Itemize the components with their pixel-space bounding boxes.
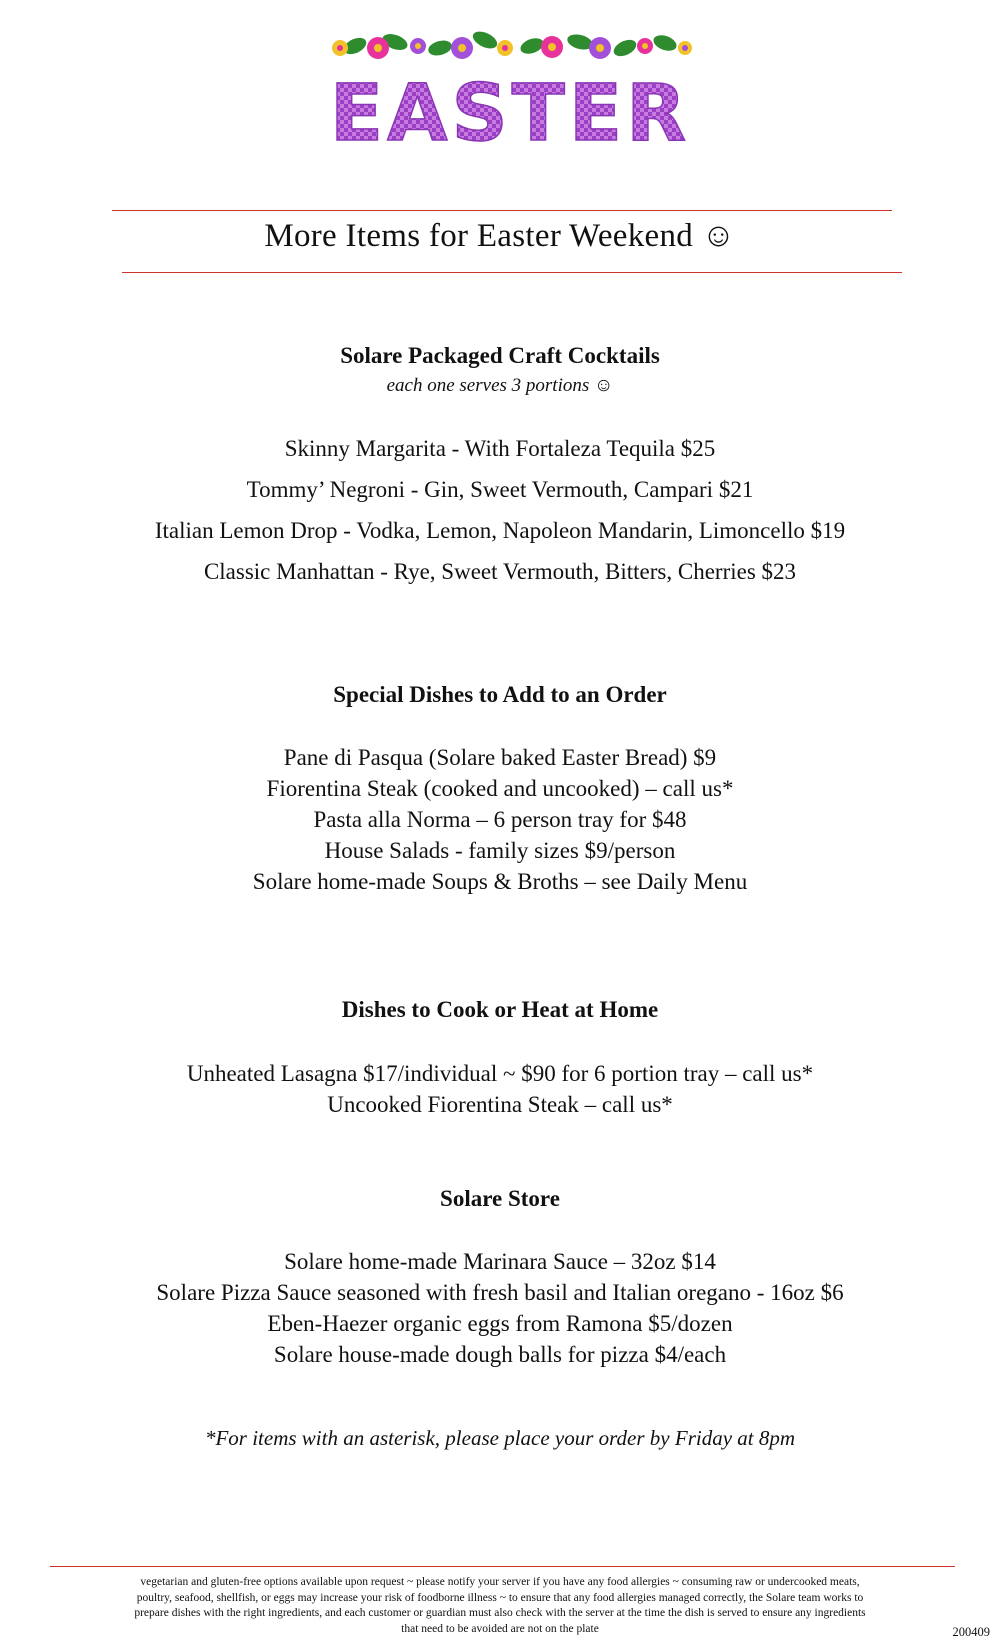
easter-wordmark: EASTER — [329, 69, 691, 158]
top-rule — [112, 210, 892, 211]
section-title-special-dishes: Special Dishes to Add to an Order — [333, 682, 667, 707]
list-item: Fiorentina Steak (cooked and uncooked) – call us* — [266, 776, 734, 801]
store-list — [0, 1246, 1000, 1370]
disclaimer-line: vegetarian and gluten-free options available upon request ~ please notify your server if you have any food allergies ~ consuming raw or undercooked meats, — [140, 1576, 860, 1588]
list-item: Eben-Haezer organic eggs from Ramona $5/dozen — [267, 1311, 733, 1336]
list-item: Unheated Lasagna $17/individual ~ $90 for 6 portion tray – call us* — [186, 1061, 814, 1086]
allergy-disclaimer — [60, 1575, 940, 1637]
headline-underline — [122, 272, 902, 273]
list-item: Solare home-made Marinara Sauce – 32oz $14 — [284, 1249, 716, 1274]
easter-logo — [300, 28, 720, 158]
section-subtitle-cocktails: each one serves 3 portions ☺ — [386, 375, 614, 396]
list-item: Classic Manhattan - Rye, Sweet Vermouth, Bitters, Cherries $23 — [203, 559, 797, 584]
special-dishes-list — [0, 742, 1000, 897]
footer-rule — [50, 1566, 955, 1567]
section-title-store: Solare Store — [440, 1186, 560, 1211]
flower-garland — [332, 28, 692, 59]
list-item: Solare home-made Soups & Broths – see Daily Menu — [252, 869, 748, 894]
menu-code: 200409 — [952, 1625, 990, 1639]
list-item: Solare Pizza Sauce seasoned with fresh basil and Italian oregano - 16oz $6 — [156, 1280, 844, 1305]
cook-at-home-list — [0, 1058, 1000, 1120]
list-item: Pasta alla Norma – 6 person tray for $48 — [313, 807, 687, 832]
list-item: Solare house-made dough balls for pizza $4/each — [273, 1342, 727, 1367]
list-item: House Salads - family sizes $9/person — [324, 838, 676, 863]
disclaimer-line: poultry, seafood, shellfish, or eggs may increase your risk of foodborne illness ~ to ensure that any food allergies managed correctly, the Solare team works to — [136, 1591, 864, 1604]
list-item: Italian Lemon Drop - Vodka, Lemon, Napoleon Mandarin, Limoncello $19 — [154, 518, 846, 543]
section-title-cocktails: Solare Packaged Craft Cocktails — [340, 343, 660, 368]
section-title-cook-at-home: Dishes to Cook or Heat at Home — [341, 997, 659, 1022]
list-item: Tommy’ Negroni - Gin, Sweet Vermouth, Campari $21 — [246, 477, 754, 502]
list-item: Skinny Margarita - With Fortaleza Tequila $25 — [284, 436, 716, 461]
list-item: Uncooked Fiorentina Steak – call us* — [327, 1092, 673, 1117]
disclaimer-line: that need to be avoided are not on the plate — [401, 1622, 599, 1635]
list-item: Pane di Pasqua (Solare baked Easter Bread) $9 — [283, 745, 717, 770]
asterisk-note: *For items with an asterisk, please place your order by Friday at 8pm — [204, 1426, 796, 1450]
cocktail-list — [0, 428, 1000, 592]
disclaimer-line: prepare dishes with the right ingredients, and each customer or guardian must also check with the server at the time the dish is served to ensure any ingredients — [134, 1607, 866, 1619]
page-headline: More Items for Easter Weekend ☺ — [264, 218, 736, 254]
